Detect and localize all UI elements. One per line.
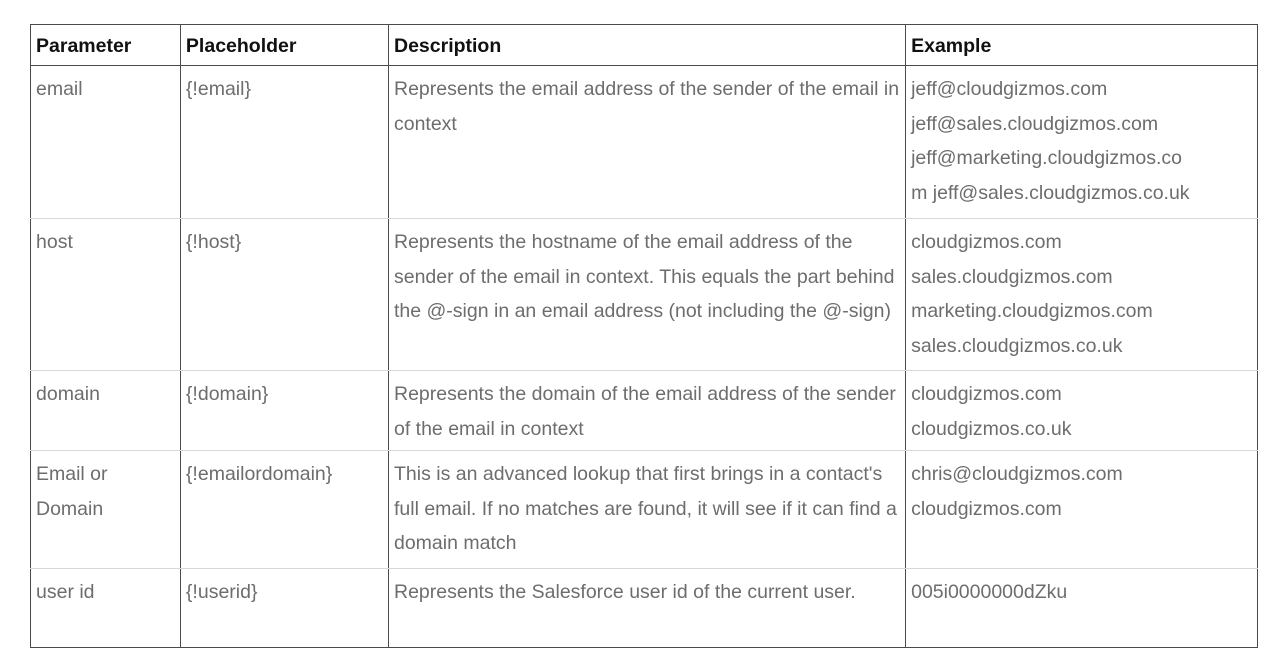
- header-row: [31, 25, 1258, 66]
- example-value: cloudgizmos.com: [911, 231, 1062, 253]
- example-value: jeff@cloudgizmos.com: [911, 78, 1108, 100]
- cell-placeholder: {!emailordomain}: [180, 451, 388, 569]
- cell-parameter: email: [31, 66, 181, 219]
- example-value: marketing.cloudgizmos.com: [911, 300, 1153, 322]
- table-row: [31, 66, 1258, 219]
- cell-example: [906, 371, 1258, 451]
- cell-example: [906, 569, 1258, 648]
- table-body: [31, 66, 1258, 648]
- example-value: jeff@sales.cloudgizmos.com: [911, 112, 1159, 135]
- cell-description: Represents the email address of the sender of the email in context: [388, 66, 905, 219]
- cell-placeholder: {!userid}: [180, 569, 388, 648]
- cell-parameter: user id: [31, 569, 181, 648]
- cell-parameter: domain: [31, 371, 181, 451]
- example-value: chris@cloudgizmos.com: [911, 463, 1123, 485]
- header-example: Example: [906, 25, 1258, 66]
- header-placeholder: Placeholder: [180, 25, 388, 66]
- example-value: jeff@marketing.cloudgizmos.co: [911, 147, 1182, 169]
- table-header: [31, 25, 1258, 66]
- cell-example: [906, 451, 1258, 569]
- cell-description: Represents the hostname of the email address of the sender of the email in context. This equals the part behind the @-sign in an email address (not including the @-sign): [388, 219, 905, 371]
- example-value: 005i0000000dZku: [911, 581, 1068, 603]
- cell-placeholder: {!host}: [180, 219, 388, 371]
- example-value: cloudgizmos.co.uk: [911, 417, 1072, 440]
- cell-example: [906, 66, 1258, 219]
- example-value: cloudgizmos.com: [911, 383, 1062, 405]
- header-parameter: Parameter: [31, 25, 181, 66]
- cell-parameter: host: [31, 219, 181, 371]
- table-row: [31, 371, 1258, 451]
- cell-description: Represents the domain of the email address of the sender of the email in context: [388, 371, 905, 451]
- cell-description: Represents the Salesforce user id of the current user.: [388, 569, 905, 648]
- parameters-table: [30, 24, 1258, 648]
- cell-placeholder: {!email}: [180, 66, 388, 219]
- example-value: sales.cloudgizmos.co.uk: [911, 334, 1123, 357]
- table-row: [31, 569, 1258, 648]
- header-description: Description: [388, 25, 905, 66]
- cell-example: [906, 219, 1258, 371]
- example-value: sales.cloudgizmos.com: [911, 265, 1113, 288]
- cell-placeholder: {!domain}: [180, 371, 388, 451]
- example-value: cloudgizmos.com: [911, 497, 1062, 520]
- cell-description: This is an advanced lookup that first brings in a contact's full email. If no matches are found, it will see if it can find a domain match: [388, 451, 905, 569]
- example-value: m jeff@sales.cloudgizmos.co.uk: [911, 181, 1190, 204]
- table-row: [31, 219, 1258, 371]
- table-row: [31, 451, 1258, 569]
- cell-parameter: Email or Domain: [31, 451, 181, 569]
